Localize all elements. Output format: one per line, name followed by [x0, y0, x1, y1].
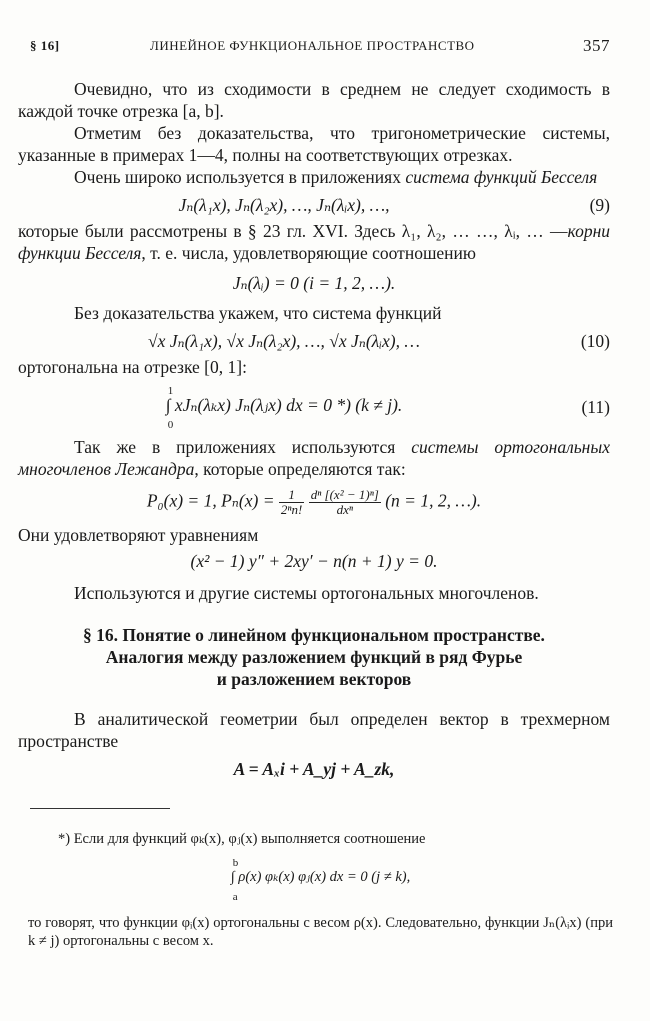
- paragraph-3: [18, 166, 610, 188]
- paragraph-4-text-a: которые были рассмотрены в § 23 гл. XVI. Здесь λ₁, λ₂, … …, λᵢ, … —: [18, 221, 568, 241]
- paragraph-6: ортогональна на отрезке [0, 1]:: [18, 357, 247, 377]
- section-heading-line-1: § 16. Понятие о линейном функциональном пространстве.: [83, 625, 545, 645]
- bessel-roots-term: корни функции Бесселя: [18, 221, 610, 263]
- fraction-2-denominator: dxⁿ: [336, 502, 353, 517]
- paragraph-9: Используются и другие системы ортогональных многочленов.: [74, 583, 539, 603]
- formula-11-number: (11): [581, 397, 610, 417]
- integral-lower-limit: 0: [167, 419, 174, 431]
- legendre-fraction-1: [279, 488, 304, 517]
- main-text: [18, 78, 610, 784]
- legendre-lhs: P₀(x) = 1, Pₙ(x) =: [146, 490, 279, 511]
- fraction-1-numerator: 1: [279, 488, 304, 503]
- legendre-range: (n = 1, 2, …).: [385, 490, 482, 511]
- paragraph-1: Очевидно, что из сходимости в среднем не следует сходимость в каждой точке отрезка [a, b].: [18, 79, 610, 121]
- formula-9-body: Jₙ(λ₁x), Jₙ(λ₂x), …, Jₙ(λᵢx), …,: [178, 195, 390, 215]
- section-mark: § 16]: [30, 38, 60, 53]
- paragraph-4: [18, 220, 610, 264]
- integral-upper-limit: 1: [167, 385, 174, 397]
- page-number: 357: [583, 36, 610, 55]
- legendre-equation-body: (x² − 1) y″ + 2xy′ − n(n + 1) y = 0.: [190, 551, 438, 571]
- fraction-1-denominator: 2ⁿn!: [280, 502, 303, 517]
- footnote-formula-body: ∫ ρ(x) φₖ(x) φⱼ(x) dx = 0 (j ≠ k),: [230, 869, 411, 885]
- footnote: [28, 830, 613, 950]
- paragraph-5: Без доказательства укажем, что система функций: [74, 303, 442, 323]
- formula-10: [18, 328, 610, 356]
- formula-legendre: [18, 484, 610, 520]
- formula-roots-body: Jₙ(λᵢ) = 0 (i = 1, 2, …).: [232, 273, 396, 293]
- formula-9: [18, 192, 610, 220]
- section-heading-line-3: и разложением векторов: [216, 669, 412, 689]
- fraction-2-numerator: dⁿ [(x² − 1)ⁿ]: [310, 487, 379, 502]
- vector-formula-body: A = Aₓi + A_yj + A_zk,: [233, 759, 395, 779]
- legendre-fraction-2: [309, 488, 381, 517]
- footnote-formula: [28, 848, 613, 904]
- paragraph-7: [18, 436, 610, 480]
- footnote-divider: [30, 808, 170, 809]
- integral-sign: [165, 385, 403, 431]
- footnote-intro: *) Если для функций φₖ(x), φⱼ(x) выполняется соотношение: [58, 831, 426, 847]
- footnote-upper-limit: b: [232, 857, 239, 869]
- section-heading: [18, 624, 610, 690]
- formula-10-body: √x Jₙ(λ₁x), √x Jₙ(λ₂x), …, √x Jₙ(λᵢx), …: [148, 331, 420, 351]
- legendre-term: системы ортогональных многочленов Лежандра: [18, 437, 610, 479]
- paragraph-4-text-b: , т. е. числа, удовлетворяющие соотношению: [141, 243, 476, 263]
- paragraph-7-text-a: Так же в приложениях используются: [74, 437, 412, 457]
- running-header: [30, 38, 610, 58]
- footnote-integral: [230, 857, 411, 903]
- bessel-system-term: система функций Бесселя: [405, 167, 598, 187]
- running-title: ЛИНЕЙНОЕ ФУНКЦИОНАЛЬНОЕ ПРОСТРАНСТВО: [150, 38, 475, 53]
- formula-legendre-equation: [18, 548, 610, 576]
- formula-vector: [18, 756, 610, 784]
- paragraph-3-text: Очень широко используется в приложениях: [74, 167, 406, 187]
- formula-11-body: ∫ xJₙ(λₖx) Jₙ(λⱼx) dx = 0 *) (k ≠ j).: [165, 395, 403, 415]
- paragraph-2: Отметим без доказательства, что тригонометрические системы, указанные в примерах 1—4, полны на соответствующих отрезках.: [18, 123, 610, 165]
- formula-legendre-body: [18, 488, 610, 517]
- formula-9-number: (9): [589, 195, 610, 215]
- formula-10-number: (10): [580, 331, 610, 351]
- footnote-lower-limit: a: [232, 891, 238, 903]
- formula-roots: [18, 270, 610, 298]
- footnote-text: то говорят, что функции φᵢ(x) ортогональны с весом ρ(x). Следовательно, функции Jₙ(λᵢx) (при k ≠ j) ортогональны с весом x.: [28, 915, 613, 949]
- paragraph-7-text-b: , которые определяются так:: [194, 459, 406, 479]
- paragraph-10: В аналитической геометрии был определен вектор в трехмерном пространстве: [18, 709, 610, 751]
- paragraph-8: Они удовлетворяют уравнениям: [18, 525, 259, 545]
- section-heading-line-2: Аналогия между разложением функций в ряд Фурье: [105, 647, 523, 667]
- formula-11: [18, 380, 610, 430]
- formula-11-wrap: [18, 385, 550, 431]
